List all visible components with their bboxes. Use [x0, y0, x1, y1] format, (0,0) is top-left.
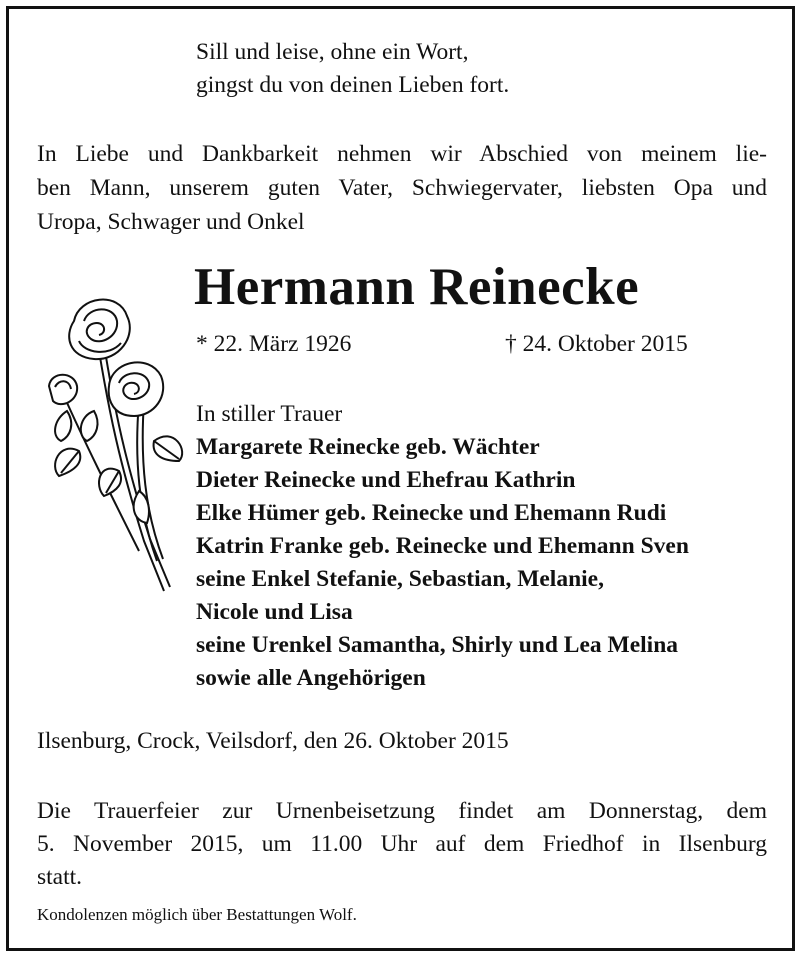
intro-text	[37, 137, 767, 239]
intro-line: ben Mann, unserem guten Vater, Schwiegervater, liebsten Opa und	[37, 175, 767, 201]
service-line: Die Trauerfeier zur Urnenbeisetzung findet am Donnerstag, dem	[37, 798, 767, 824]
roses-icon	[39, 291, 189, 601]
intro-line: Uropa, Schwager und Onkel	[37, 209, 305, 235]
mourner: seine Urenkel Samantha, Shirly und Lea Melina	[196, 632, 679, 658]
service-line: 5. November 2015, um 11.00 Uhr auf dem Friedhof in Ilsenburg	[37, 831, 767, 857]
condolences-note: Kondolenzen möglich über Bestattungen Wolf.	[37, 905, 357, 924]
obituary-notice	[6, 6, 795, 951]
deceased-name: Hermann Reinecke	[194, 258, 640, 316]
mourner: Nicole und Lisa	[196, 599, 353, 625]
mourning-heading: In stiller Trauer	[196, 401, 343, 427]
funeral-service-info	[37, 795, 767, 894]
mourner: seine Enkel Stefanie, Sebastian, Melanie,	[196, 566, 604, 592]
mourner: sowie alle Angehörigen	[196, 665, 426, 691]
mourner: Elke Hümer geb. Reinecke und Ehemann Rudi	[196, 500, 667, 526]
intro-line: In Liebe und Dankbarkeit nehmen wir Abschied von meinem lie-	[37, 141, 767, 167]
mourner: Margarete Reinecke geb. Wächter	[196, 434, 540, 460]
mourners-list	[196, 398, 689, 695]
poem-line: Sill und leise, ohne ein Wort,	[196, 39, 469, 65]
death-date: † 24. Oktober 2015	[505, 331, 688, 357]
mourner: Katrin Franke geb. Reinecke und Ehemann Sven	[196, 533, 689, 559]
poem-line: gingst du von deinen Lieben fort.	[196, 72, 510, 98]
birth-date: * 22. März 1926	[196, 331, 352, 357]
poem	[196, 36, 509, 102]
mourner: Dieter Reinecke und Ehefrau Kathrin	[196, 467, 576, 493]
service-line: statt.	[37, 864, 83, 890]
place-and-date: Ilsenburg, Crock, Veilsdorf, den 26. Oktober 2015	[37, 728, 509, 754]
